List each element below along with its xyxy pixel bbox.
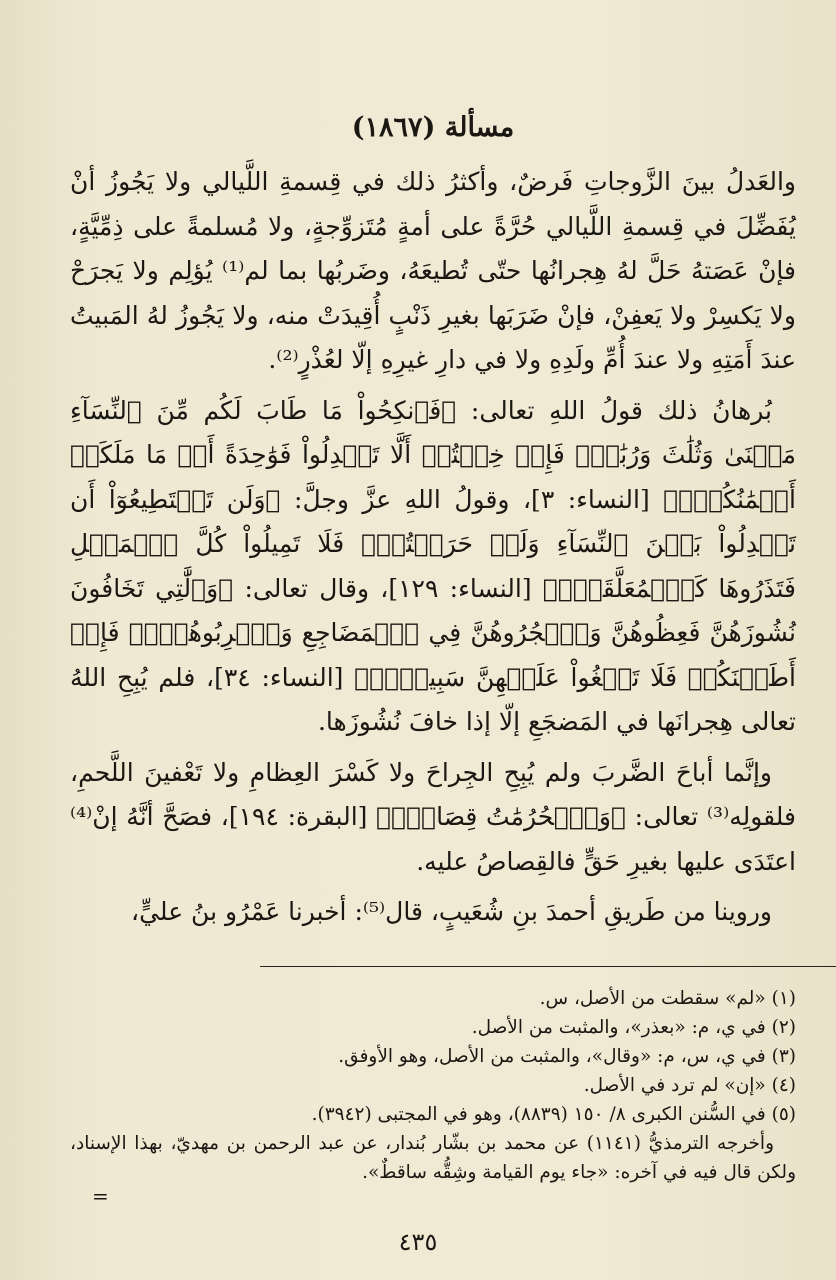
footnote-5-continuation: وأخرجه الترمذيُّ (١١٤١) عن محمد بن بشّار بُندار، عن عبد الرحمن بن مهديّ، بهذا الإسناد، ولكن قال فيه في آخره: «جاء يوم القيامة وشِقُّه ساقطٌ».: [70, 1133, 796, 1183]
footnote-separator: [260, 966, 836, 967]
paragraph-proof: بُرهانُ ذلك قولُ اللهِ تعالى: ﴿فَٱنكِحُواْ مَا طَابَ لَكُم مِّنَ ٱلنِّسَآءِ مَثۡنَىٰ وَثُلَٰثَ وَرُبَٰعَۖ فَإِنۡ خِفۡتُمۡ أَلَّا تَعۡدِلُواْ فَوَٰحِدَةً أَوۡ مَا مَلَكَتۡ أَيۡمَٰنُكُمۡۚ﴾ [النساء: ٣]، وقولُ اللهِ عزَّ وجلَّ: ﴿وَلَن تَسۡتَطِيعُوٓاْ أَن تَعۡدِلُواْ بَيۡنَ ٱلنِّسَآءِ وَلَوۡ حَرَصۡتُمۡۖ فَلَا تَمِيلُواْ كُلَّ ٱلۡمَيۡلِ فَتَذَرُوهَا كَٱلۡمُعَلَّقَةِۚ﴾ [النساء: ١٢٩]، وقال تعالى: ﴿وَٱلَّٰتِي تَخَافُونَ نُشُوزَهُنَّ فَعِظُوهُنَّ وَٱهۡجُرُوهُنَّ فِي ٱلۡمَضَاجِعِ وَٱضۡرِبُوهُنَّۖ فَإِنۡ أَطَعۡنَكُمۡ فَلَا تَبۡغُواْ عَلَيۡهِنَّ سَبِيلًاۗ﴾ [النساء: ٣٤]، فلم يُبِحِ اللهُ تعالى هِجرانَها في المَضجَعِ إلّا إذا خافَ نُشُوزَها.: [70, 395, 796, 736]
footnote-3: (٣) في ي، س، م: «وقال»، والمثبت من الأصل، وهو الأوفق.: [338, 1046, 796, 1067]
paragraph-striking: وإنَّما أباحَ الضَّربَ ولم يُبِحِ الجِراحَ ولا كَسْرَ العِظامِ ولا تَعْفينَ اللَّحمِ، فلقولِه⁽³⁾ تعالى: ﴿وَٱلۡحُرُمَٰتُ قِصَاصٞۚ﴾ [البقرة: ١٩٤]، فصَحَّ أنَّهُ إنْ⁽⁴⁾ اعتَدَى عليها بغيرِ حَقٍّ فالقِصاصُ عليه.: [70, 757, 797, 876]
footnote-4: (٤) «إن» لم ترد في الأصل.: [583, 1075, 796, 1096]
continuation-mark: =: [92, 1184, 109, 1208]
section-heading: مسألة (١٨٦٧): [351, 112, 515, 143]
paragraph-narration: وروينا من طَريقِ أحمدَ بنِ شُعَيبٍ، قال⁽⁵⁾: أخبرنا عَمْرُو بنُ عليٍّ،: [131, 897, 772, 926]
paragraph-ruling: والعَدلُ بينَ الزَّوجاتِ فَرضٌ، وأكثرُ ذلك في قِسمةِ اللَّيالي ولا يَجُوزُ أنْ يُفَضِّلَ في قِسمةِ اللَّيالي حُرَّةً على أمةٍ مُتَزوِّجةٍ، ولا مُسلمةً على ذِمِّيَّةٍ، فإنْ عَصَتهُ حَلَّ لهُ هِجرانُها حتّى تُطيعَهُ، وضَربُها بما لم⁽¹⁾ يُؤلِم ولا يَجرَحْ ولا يَكسِرْ ولا يَعفِنْ، فإنْ ضَرَبَها بغيرِ ذَنْبٍ أُقِيدَتْ منه، ولا يَجُوزُ لهُ المَبيتُ عندَ أَمَتِهِ ولا عندَ أُمِّ ولَدِهِ ولا في دارِ غيرِهِ إلّا لعُذْرٍ⁽²⁾.: [70, 167, 796, 374]
page-number: ٤٣٥: [398, 1228, 438, 1256]
main-text: [70, 108, 796, 935]
footnote-1: (١) «لم» سقطت من الأصل، س.: [539, 988, 796, 1009]
footnote-5: (٥) في السُّنن الكبرى ٨/ ١٥٠ (٨٨٣٩)، وهو في المجتبى (٣٩٤٢).: [311, 1104, 796, 1125]
footnotes: [70, 984, 796, 1187]
footnote-2: (٢) في ي، م: «بعذر»، والمثبت من الأصل.: [471, 1017, 796, 1038]
